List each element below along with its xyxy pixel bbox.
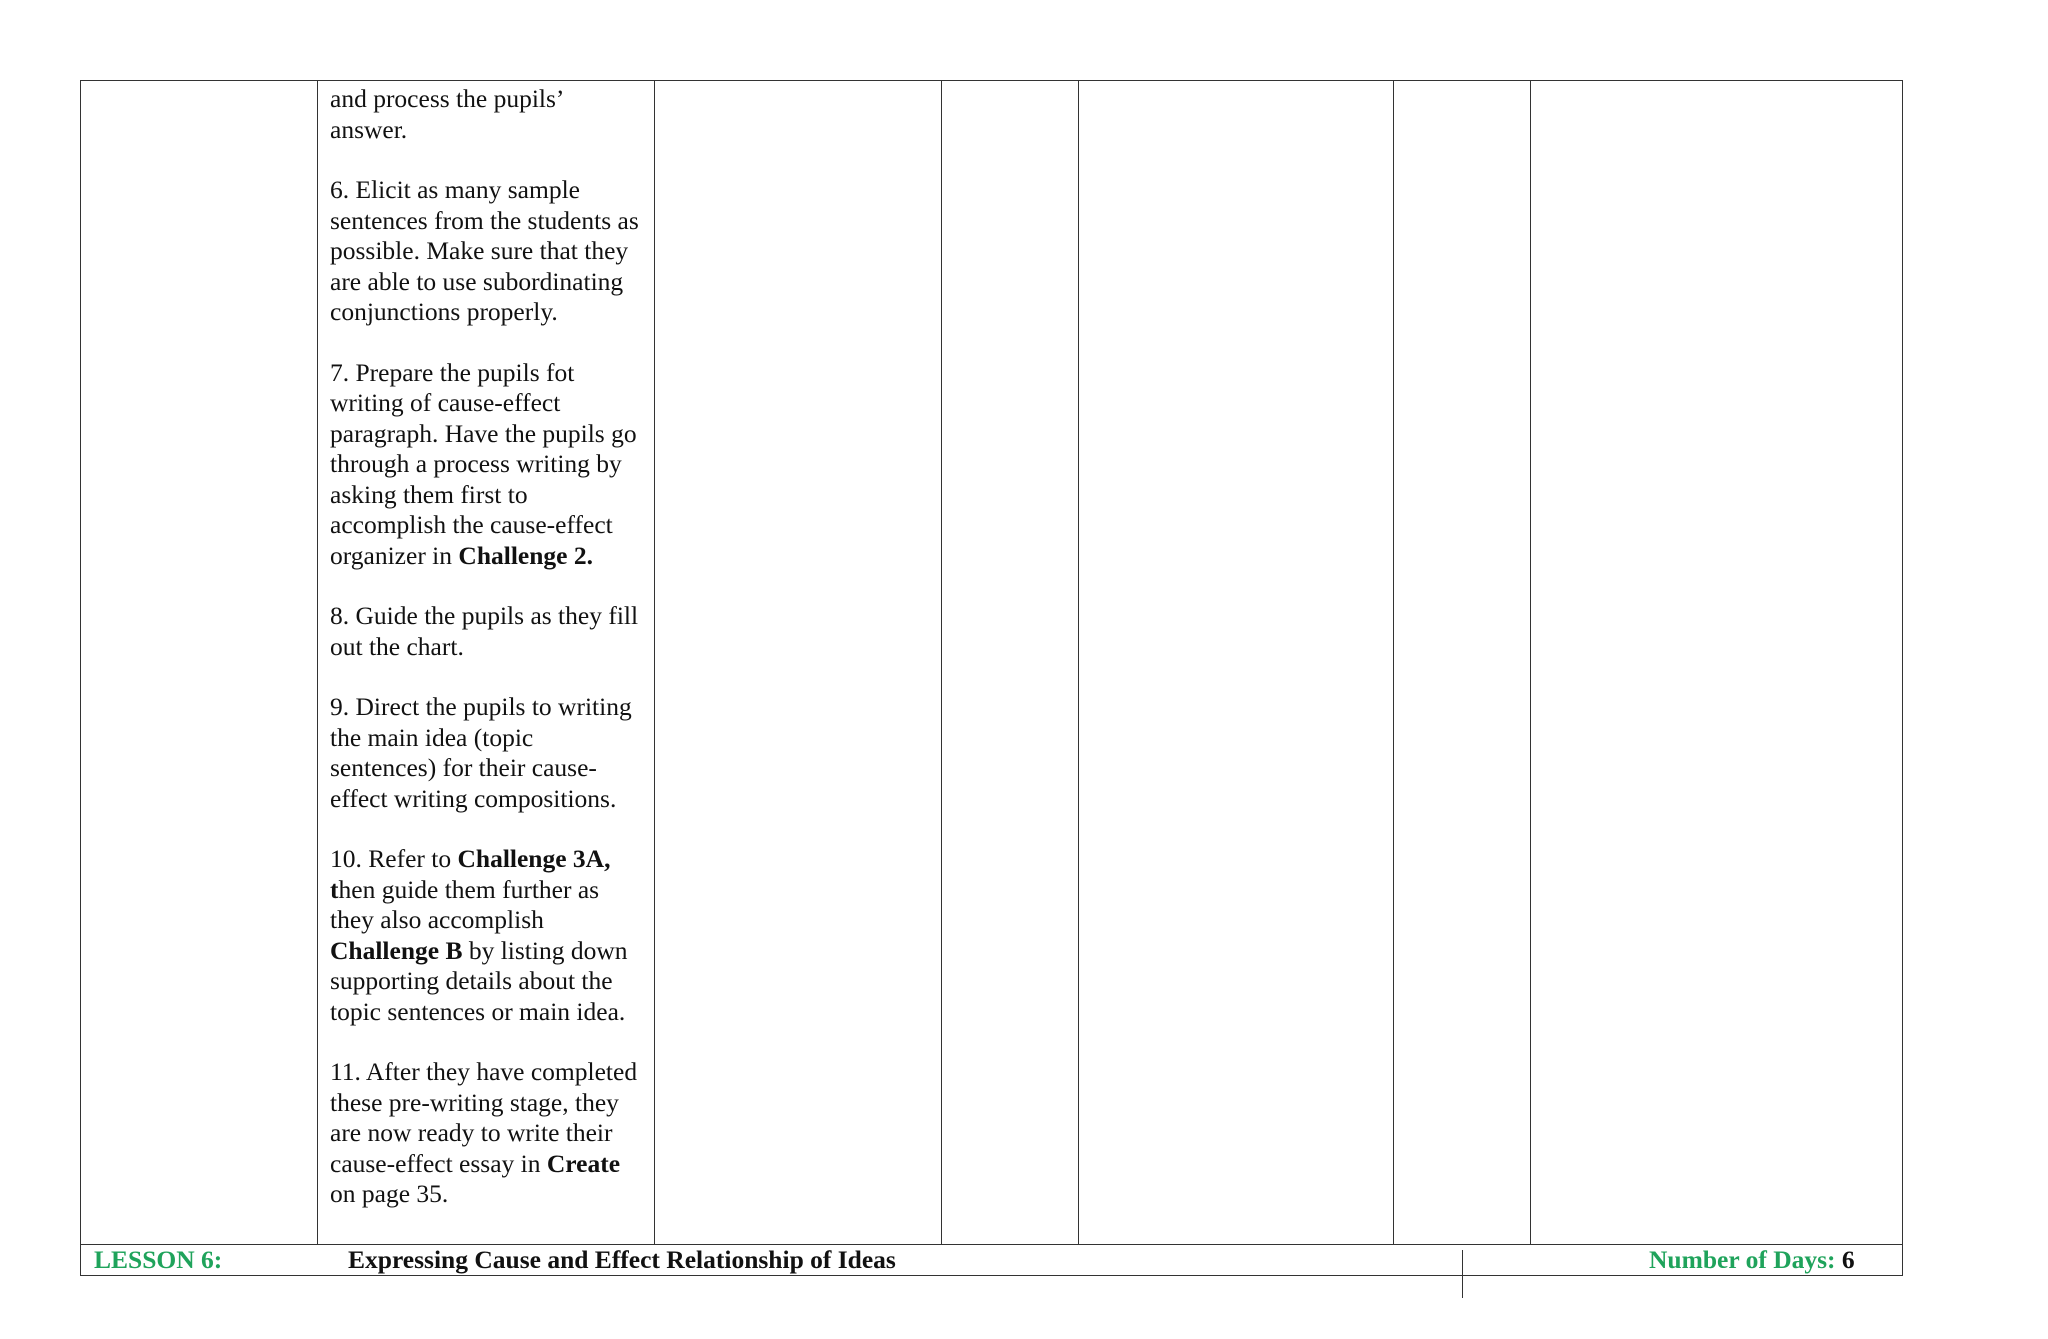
procedure-step — [330, 84, 644, 145]
procedure-step-text: 7. Prepare the pupils fot writing of cause-effect paragraph. Have the pupils go through a process writing by asking them first to accomplish the cause-effect organizer in — [330, 357, 637, 570]
days-label: Number of Days: — [1649, 1245, 1836, 1274]
lesson-footer-cell — [81, 1245, 1903, 1276]
procedure-step — [330, 1057, 644, 1210]
lesson-title: Expressing Cause and Effect Relationship of Ideas — [348, 1245, 896, 1274]
table-border-tick — [1462, 1250, 1463, 1298]
table-cell-empty — [1079, 81, 1394, 1245]
procedure-step — [330, 358, 644, 572]
procedure-step-bold-text: Challenge 3A, t — [330, 844, 611, 904]
lesson-plan-table — [80, 80, 1903, 1276]
procedure-cell — [318, 81, 655, 1245]
procedure-row — [81, 81, 1903, 1245]
procedure-step-bold-text: Challenge 2. — [458, 540, 593, 570]
table-cell-empty — [655, 81, 942, 1245]
table-cell-empty — [1394, 81, 1531, 1245]
procedure-step-text: 6. Elicit as many sample sentences from the students as possible. Make sure that they are able to use subordinating conjunctions properly. — [330, 175, 639, 326]
procedure-step-text: 8. Guide the pupils as they fill out the chart. — [330, 601, 639, 661]
table-cell-empty — [942, 81, 1079, 1245]
procedure-step-text: 11. After they have completed these pre-writing stage, they are now ready to write their cause-effect essay in — [330, 1057, 638, 1178]
procedure-step-text: and process the pupils’ answer. — [330, 84, 563, 144]
days-value: 6 — [1841, 1245, 1855, 1274]
table-cell-empty — [1531, 81, 1903, 1245]
procedure-list — [330, 84, 644, 1210]
lesson-heading — [94, 1245, 896, 1275]
procedure-step — [330, 175, 644, 328]
procedure-step-bold-text: Create — [546, 1148, 621, 1178]
lesson-footer-row — [81, 1245, 1903, 1276]
procedure-step-text: hen guide them further as they also accomplish — [330, 874, 600, 934]
procedure-step — [330, 692, 644, 814]
number-of-days — [1649, 1245, 1855, 1275]
procedure-step — [330, 601, 644, 662]
table-cell-empty — [81, 81, 318, 1245]
procedure-step-text: 9. Direct the pupils to writing the main idea (topic sentences) for their cause-effect writing compositions. — [330, 692, 632, 813]
procedure-step — [330, 844, 644, 1027]
procedure-step-text: on page 35. — [330, 1179, 449, 1208]
procedure-step-bold-text: Challenge B — [330, 935, 463, 965]
procedure-step-text: 10. Refer to — [330, 844, 458, 873]
lesson-label: LESSON 6: — [94, 1245, 223, 1274]
procedure-step-text: by listing down supporting details about the topic sentences or main idea. — [330, 935, 628, 1026]
